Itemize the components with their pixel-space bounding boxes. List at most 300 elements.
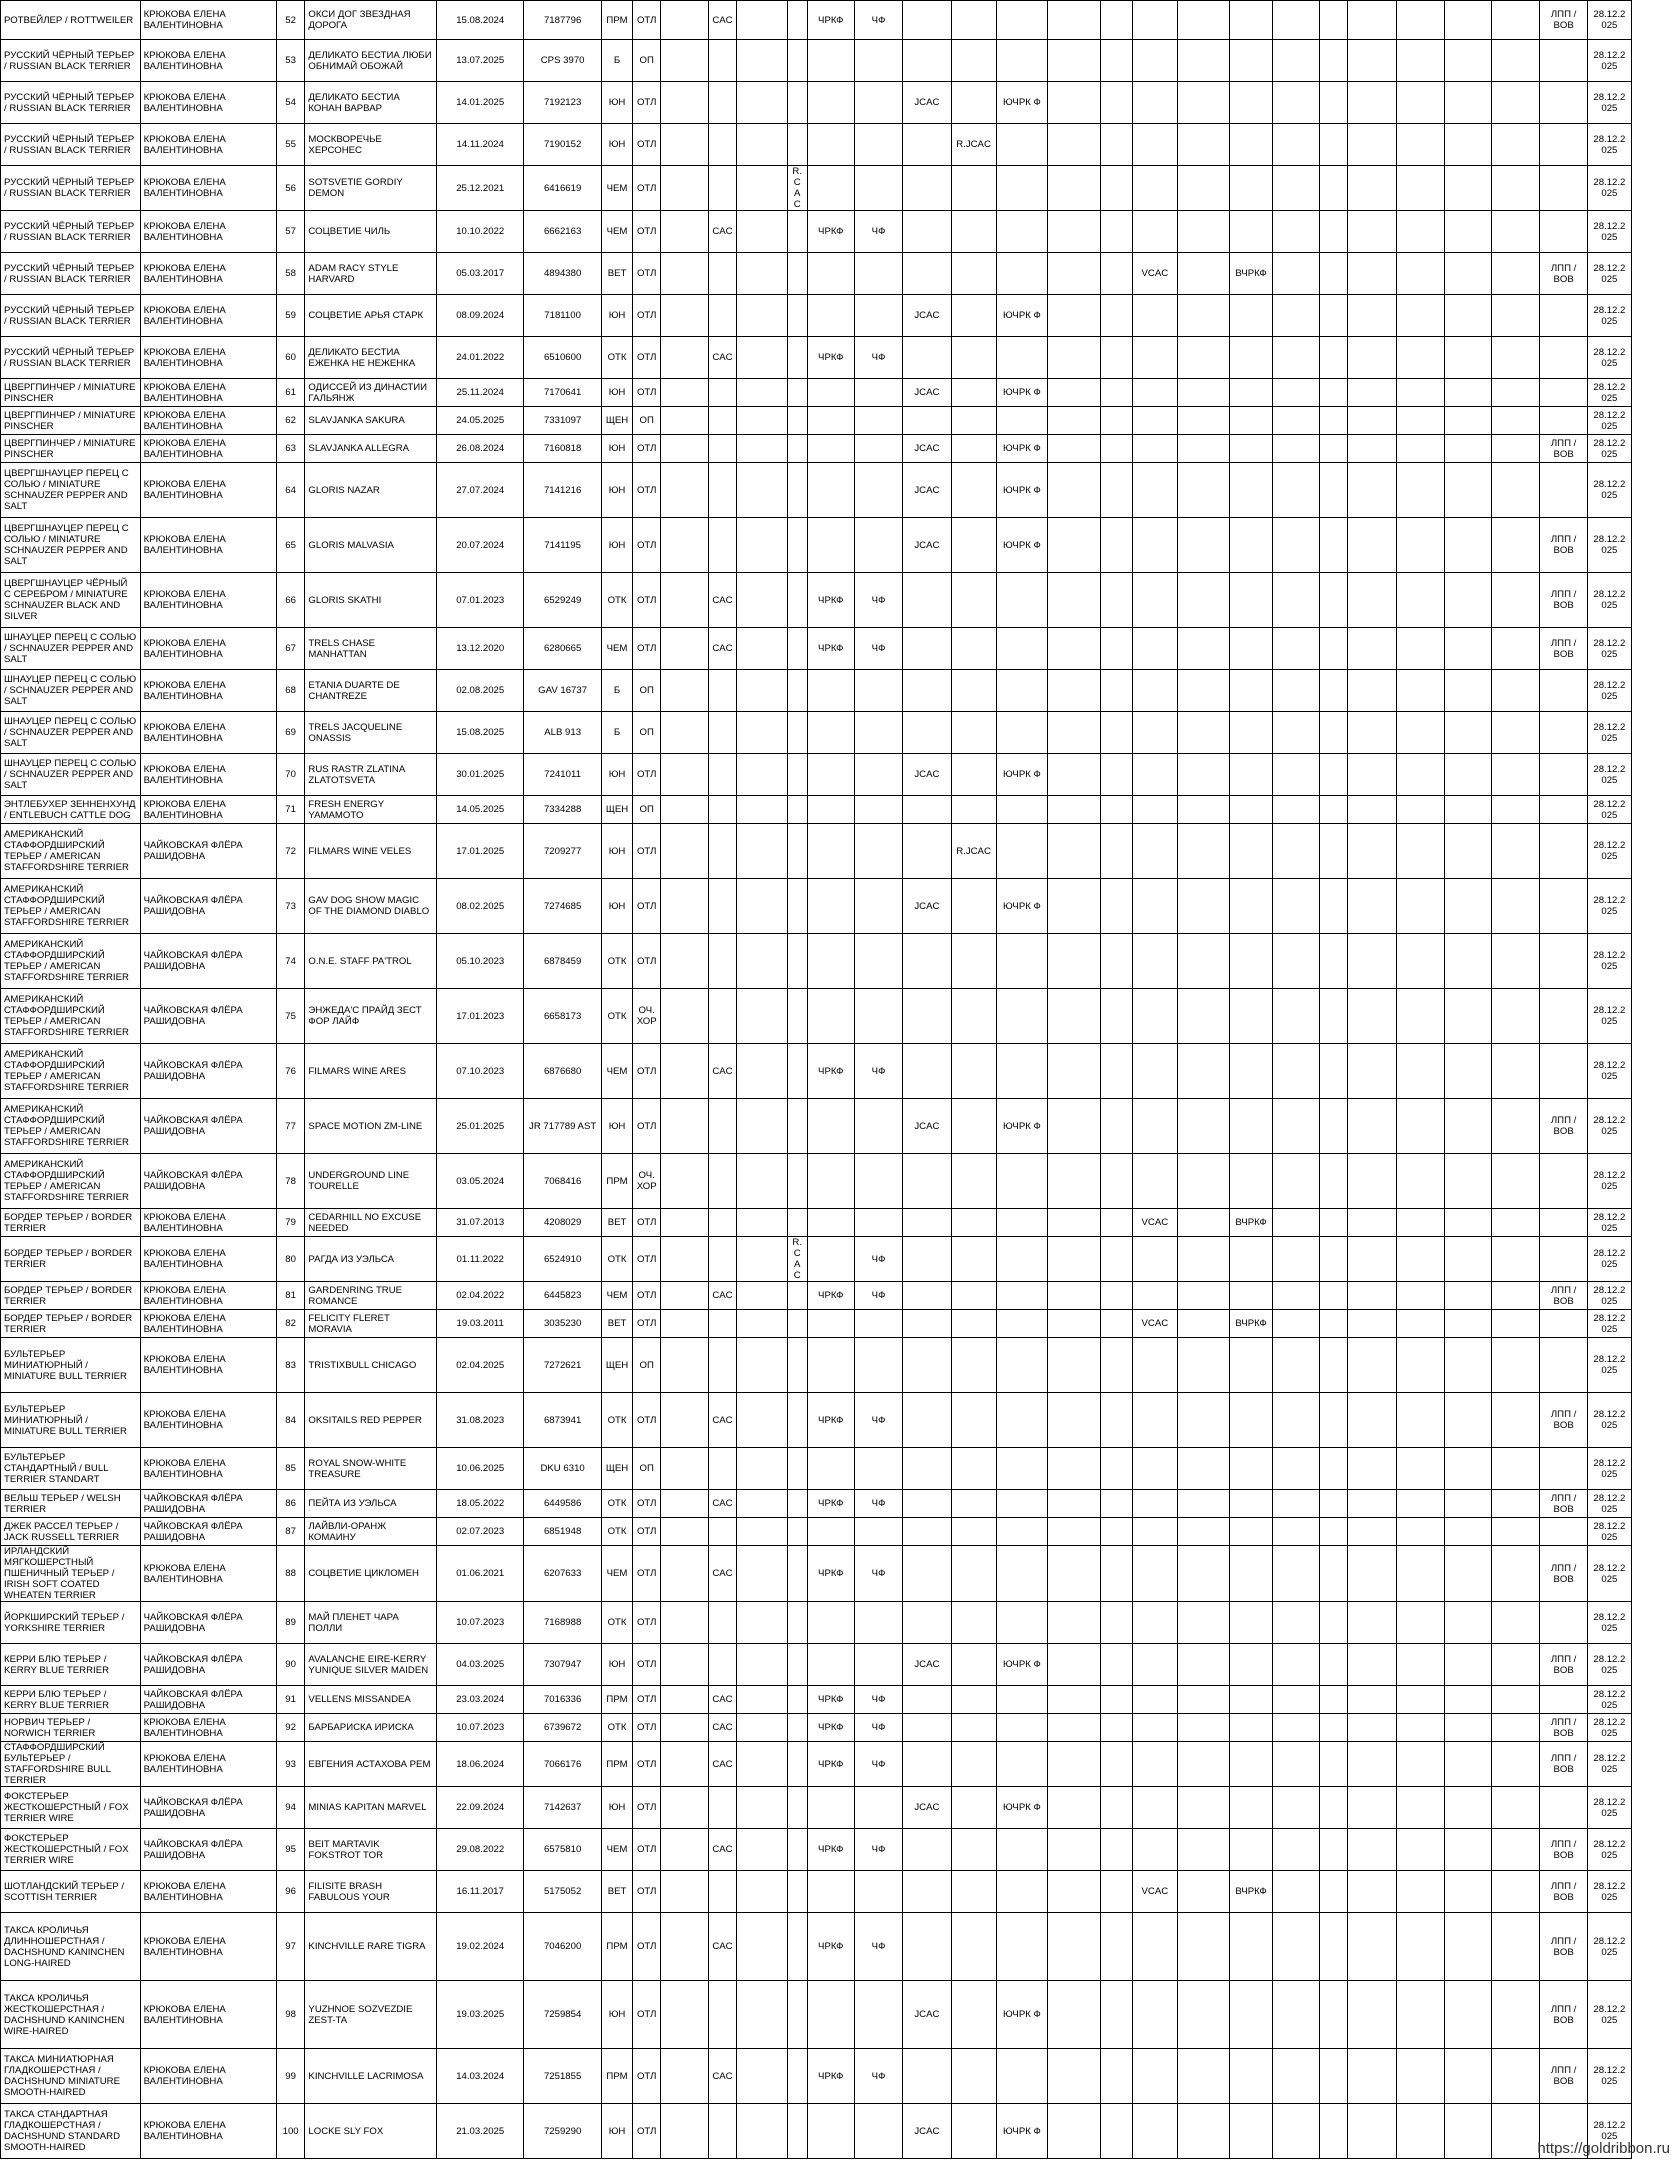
cell-t6: [951, 989, 996, 1044]
cell-empty: [1492, 879, 1540, 934]
cell-t2: [787, 1742, 807, 1787]
cell-t4: [854, 1602, 902, 1644]
cell-empty: [1177, 253, 1229, 295]
cell-num: 60: [276, 337, 305, 379]
cell-empty: [1273, 754, 1319, 796]
cell-empty: [1444, 879, 1491, 934]
cell-reg: 6876680: [524, 1044, 602, 1099]
cell-t4: [854, 1981, 902, 2049]
cell-num: 77: [276, 1099, 305, 1154]
cell-empty: [1100, 253, 1132, 295]
cell-t8: [1132, 1714, 1177, 1742]
cell-num: 71: [276, 796, 305, 824]
cell-empty: [1048, 1913, 1101, 1981]
cell-reg: 4894380: [524, 253, 602, 295]
cell-owner: КРЮКОВА ЕЛЕНА ВАЛЕНТИНОВНА: [140, 211, 276, 253]
cell-empty: [1177, 337, 1229, 379]
cell-empty: [1444, 1714, 1491, 1742]
cell-breed: ШНАУЦЕР ПЕРЕЦ С СОЛЬЮ / SCHNAUZER PEPPER AND SALT: [1, 628, 141, 670]
cell-t1: [708, 879, 737, 934]
cell-date: 28.12.2025: [1587, 124, 1631, 166]
cell-t4: ЧФ: [854, 1913, 902, 1981]
cell-empty: [1492, 1393, 1540, 1448]
cell-name: FRESH ENERGY YAMAMOTO: [305, 796, 437, 824]
cell-t4: ЧФ: [854, 1, 902, 40]
cell-empty: [737, 1448, 788, 1490]
cell-reg: 7259854: [524, 1981, 602, 2049]
cell-grade: ОТЛ: [632, 754, 661, 796]
table-row: [1, 1282, 1632, 1310]
cell-t3: [807, 1448, 854, 1490]
cell-t5: JCAC: [903, 1787, 951, 1829]
cell-bob: [1540, 1209, 1587, 1237]
cell-t3: [807, 518, 854, 573]
cell-empty: [1100, 1913, 1132, 1981]
cell-owner: КРЮКОВА ЕЛЕНА ВАЛЕНТИНОВНА: [140, 1338, 276, 1393]
cell-t2: [787, 754, 807, 796]
cell-cls: ВЕТ: [602, 1871, 633, 1913]
cell-t3: ЧРКФ: [807, 1044, 854, 1099]
cell-dob: 01.11.2022: [437, 1237, 524, 1282]
cell-breed: ШОТЛАНДСКИЙ ТЕРЬЕР / SCOTTISH TERRIER: [1, 1871, 141, 1913]
cell-t1: CAC: [708, 1686, 737, 1714]
cell-t7: [996, 1871, 1048, 1913]
cell-empty: [1273, 1787, 1319, 1829]
cell-empty: [1048, 435, 1101, 463]
cell-t1: [708, 82, 737, 124]
cell-t7: [996, 1, 1048, 40]
cell-dob: 16.11.2017: [437, 1871, 524, 1913]
cell-t2: R.CAC: [787, 166, 807, 211]
cell-t6: [951, 2104, 996, 2159]
cell-empty: [1048, 824, 1101, 879]
cell-empty: [1492, 253, 1540, 295]
cell-t9: [1229, 337, 1273, 379]
cell-t6: [951, 518, 996, 573]
cell-t1: CAC: [708, 1044, 737, 1099]
cell-breed: ЦВЕРГШНАУЦЕР ЧЁРНЫЙ С СЕРЕБРОМ / MINIATURE SCHNAUZER BLACK AND SILVER: [1, 573, 141, 628]
cell-name: UNDERGROUND LINE TOURELLE: [305, 1154, 437, 1209]
cell-t2: [787, 82, 807, 124]
cell-t8: [1132, 1602, 1177, 1644]
cell-name: GLORIS MALVASIA: [305, 518, 437, 573]
cell-t7: [996, 1310, 1048, 1338]
cell-t5: [903, 1448, 951, 1490]
cell-t4: ЧФ: [854, 1546, 902, 1602]
cell-reg: 7251855: [524, 2049, 602, 2104]
cell-empty: [1100, 1871, 1132, 1913]
cell-date: 28.12.2025: [1587, 628, 1631, 670]
cell-t2: [787, 1490, 807, 1518]
cell-t7: ЮЧРК Ф: [996, 1981, 1048, 2049]
cell-empty: [737, 1602, 788, 1644]
cell-grade: ОТЛ: [632, 2104, 661, 2159]
cell-empty: [1273, 1518, 1319, 1546]
cell-owner: КРЮКОВА ЕЛЕНА ВАЛЕНТИНОВНА: [140, 166, 276, 211]
cell-empty: [1177, 989, 1229, 1044]
cell-t2: [787, 824, 807, 879]
cell-name: ПЕЙТА ИЗ УЭЛЬСА: [305, 1490, 437, 1518]
cell-t9: [1229, 2049, 1273, 2104]
cell-empty: [1273, 670, 1319, 712]
cell-t8: [1132, 628, 1177, 670]
cell-empty: [1273, 40, 1319, 82]
cell-t6: [951, 166, 996, 211]
cell-t7: [996, 1154, 1048, 1209]
cell-empty: [1273, 1393, 1319, 1448]
cell-grade: ОТЛ: [632, 1742, 661, 1787]
cell-bob: [1540, 796, 1587, 824]
cell-reg: 7334288: [524, 796, 602, 824]
cell-empty: [661, 211, 708, 253]
cell-t7: [996, 407, 1048, 435]
cell-empty: [661, 754, 708, 796]
cell-reg: 7209277: [524, 824, 602, 879]
cell-t2: [787, 337, 807, 379]
cell-empty: [1492, 1282, 1540, 1310]
cell-empty: [1273, 1714, 1319, 1742]
cell-empty: [1492, 211, 1540, 253]
cell-empty: [1396, 670, 1444, 712]
cell-reg: 7141195: [524, 518, 602, 573]
cell-owner: ЧАЙКОВСКАЯ ФЛЁРА РАШИДОВНА: [140, 1154, 276, 1209]
cell-num: 67: [276, 628, 305, 670]
cell-empty: [1492, 1602, 1540, 1644]
cell-empty: [1273, 518, 1319, 573]
cell-owner: КРЮКОВА ЕЛЕНА ВАЛЕНТИНОВНА: [140, 40, 276, 82]
cell-t6: [951, 1338, 996, 1393]
cell-grade: ОП: [632, 40, 661, 82]
cell-t4: [854, 989, 902, 1044]
cell-breed: ШНАУЦЕР ПЕРЕЦ С СОЛЬЮ / SCHNAUZER PEPPER AND SALT: [1, 754, 141, 796]
cell-empty: [1048, 1871, 1101, 1913]
cell-empty: [1492, 1490, 1540, 1518]
cell-empty: [1319, 628, 1348, 670]
cell-owner: ЧАЙКОВСКАЯ ФЛЁРА РАШИДОВНА: [140, 879, 276, 934]
cell-breed: ШНАУЦЕР ПЕРЕЦ С СОЛЬЮ / SCHNAUZER PEPPER AND SALT: [1, 670, 141, 712]
cell-empty: [1396, 2104, 1444, 2159]
cell-t2: [787, 1209, 807, 1237]
cell-t6: R.JCAC: [951, 124, 996, 166]
cell-empty: [1396, 1393, 1444, 1448]
cell-cls: ОТК: [602, 1714, 633, 1742]
cell-empty: [661, 337, 708, 379]
cell-date: 28.12.2025: [1587, 1448, 1631, 1490]
cell-empty: [1492, 1714, 1540, 1742]
cell-grade: ОП: [632, 796, 661, 824]
table-row: [1, 1546, 1632, 1602]
cell-empty: [1273, 1209, 1319, 1237]
cell-bob: [1540, 754, 1587, 796]
cell-date: 28.12.2025: [1587, 1644, 1631, 1686]
cell-num: 68: [276, 670, 305, 712]
cell-empty: [1048, 1602, 1101, 1644]
cell-empty: [1396, 124, 1444, 166]
cell-owner: КРЮКОВА ЕЛЕНА ВАЛЕНТИНОВНА: [140, 124, 276, 166]
cell-t3: [807, 1237, 854, 1282]
cell-empty: [661, 1282, 708, 1310]
cell-empty: [1048, 463, 1101, 518]
cell-empty: [1177, 573, 1229, 628]
cell-empty: [1273, 124, 1319, 166]
cell-empty: [661, 435, 708, 463]
cell-t3: [807, 1644, 854, 1686]
cell-t1: [708, 1602, 737, 1644]
cell-reg: CPS 3970: [524, 40, 602, 82]
cell-empty: [1396, 1742, 1444, 1787]
cell-t8: [1132, 2049, 1177, 2104]
cell-empty: [1444, 1, 1491, 40]
cell-t1: CAC: [708, 1282, 737, 1310]
cell-empty: [1048, 1829, 1101, 1871]
cell-t6: [951, 379, 996, 407]
table-row: [1, 82, 1632, 124]
cell-t6: [951, 463, 996, 518]
cell-t4: [854, 82, 902, 124]
cell-empty: [1177, 628, 1229, 670]
cell-t7: [996, 1742, 1048, 1787]
cell-empty: [737, 754, 788, 796]
cell-empty: [1273, 1686, 1319, 1714]
cell-empty: [737, 1154, 788, 1209]
cell-reg: 6510600: [524, 337, 602, 379]
cell-t3: [807, 1518, 854, 1546]
cell-empty: [1100, 754, 1132, 796]
cell-grade: ОТЛ: [632, 1490, 661, 1518]
cell-empty: [1396, 407, 1444, 435]
cell-dob: 02.07.2023: [437, 1518, 524, 1546]
cell-empty: [1100, 295, 1132, 337]
cell-reg: 6662163: [524, 211, 602, 253]
cell-grade: ОП: [632, 712, 661, 754]
cell-empty: [1048, 82, 1101, 124]
cell-date: 28.12.2025: [1587, 211, 1631, 253]
cell-empty: [661, 1829, 708, 1871]
cell-num: 74: [276, 934, 305, 989]
cell-reg: 6416619: [524, 166, 602, 211]
cell-t4: ЧФ: [854, 1490, 902, 1518]
cell-name: FILMARS WINE ARES: [305, 1044, 437, 1099]
table-row: [1, 1490, 1632, 1518]
cell-t7: [996, 573, 1048, 628]
cell-t5: JCAC: [903, 295, 951, 337]
cell-empty: [1048, 379, 1101, 407]
cell-empty: [1319, 82, 1348, 124]
cell-empty: [1100, 1546, 1132, 1602]
cell-bob: ЛПП / BOB: [1540, 628, 1587, 670]
cell-empty: [1048, 1714, 1101, 1742]
cell-t1: [708, 824, 737, 879]
cell-empty: [1048, 518, 1101, 573]
cell-t1: [708, 1209, 737, 1237]
cell-empty: [1396, 1787, 1444, 1829]
cell-t4: ЧФ: [854, 337, 902, 379]
cell-empty: [1396, 712, 1444, 754]
cell-t5: [903, 1310, 951, 1338]
cell-owner: КРЮКОВА ЕЛЕНА ВАЛЕНТИНОВНА: [140, 1871, 276, 1913]
cell-grade: ОТЛ: [632, 1044, 661, 1099]
cell-owner: ЧАЙКОВСКАЯ ФЛЁРА РАШИДОВНА: [140, 1686, 276, 1714]
cell-cls: ЮН: [602, 824, 633, 879]
cell-empty: [1348, 989, 1396, 1044]
cell-t7: ЮЧРК Ф: [996, 1787, 1048, 1829]
cell-empty: [1444, 1871, 1491, 1913]
cell-empty: [1100, 1099, 1132, 1154]
cell-cls: ОТК: [602, 337, 633, 379]
cell-t8: [1132, 463, 1177, 518]
cell-t1: [708, 1310, 737, 1338]
cell-date: 28.12.2025: [1587, 796, 1631, 824]
cell-empty: [1048, 934, 1101, 989]
cell-t7: [996, 934, 1048, 989]
cell-name: SOTSVETIE GORDIY DEMON: [305, 166, 437, 211]
cell-reg: 6449586: [524, 1490, 602, 1518]
cell-empty: [1319, 211, 1348, 253]
cell-t5: JCAC: [903, 435, 951, 463]
cell-t4: [854, 1448, 902, 1490]
cell-empty: [1177, 1393, 1229, 1448]
cell-cls: ПРМ: [602, 1686, 633, 1714]
cell-date: 28.12.2025: [1587, 1044, 1631, 1099]
cell-date: 28.12.2025: [1587, 407, 1631, 435]
cell-num: 63: [276, 435, 305, 463]
cell-empty: [1100, 934, 1132, 989]
cell-t8: [1132, 1044, 1177, 1099]
cell-t4: ЧФ: [854, 1742, 902, 1787]
cell-cls: ЧЕМ: [602, 628, 633, 670]
cell-grade: ОТЛ: [632, 1393, 661, 1448]
table-row: [1, 124, 1632, 166]
cell-name: СОЦВЕТИЕ ЦИКЛОМЕН: [305, 1546, 437, 1602]
cell-name: BEIT MARTAVIK FOKSTROT TOR: [305, 1829, 437, 1871]
cell-empty: [1177, 1099, 1229, 1154]
cell-empty: [661, 1338, 708, 1393]
cell-t4: [854, 670, 902, 712]
cell-reg: 6878459: [524, 934, 602, 989]
cell-cls: Б: [602, 40, 633, 82]
cell-empty: [1348, 2104, 1396, 2159]
cell-empty: [1396, 1644, 1444, 1686]
cell-t8: [1132, 40, 1177, 82]
cell-t5: [903, 2049, 951, 2104]
cell-bob: ЛПП / BOB: [1540, 1393, 1587, 1448]
cell-owner: КРЮКОВА ЕЛЕНА ВАЛЕНТИНОВНА: [140, 1742, 276, 1787]
cell-t9: [1229, 1154, 1273, 1209]
cell-t9: [1229, 1393, 1273, 1448]
cell-t6: [951, 670, 996, 712]
cell-empty: [737, 1310, 788, 1338]
cell-t2: [787, 628, 807, 670]
cell-date: 28.12.2025: [1587, 1310, 1631, 1338]
cell-cls: ЩЕН: [602, 407, 633, 435]
cell-name: FILISITE BRASH FABULOUS YOUR: [305, 1871, 437, 1913]
cell-empty: [1100, 1282, 1132, 1310]
cell-empty: [1100, 1644, 1132, 1686]
cell-empty: [737, 1490, 788, 1518]
cell-empty: [1319, 1338, 1348, 1393]
cell-t2: [787, 1829, 807, 1871]
cell-empty: [1273, 1546, 1319, 1602]
cell-t9: [1229, 295, 1273, 337]
cell-t8: [1132, 989, 1177, 1044]
cell-owner: КРЮКОВА ЕЛЕНА ВАЛЕНТИНОВНА: [140, 670, 276, 712]
cell-t3: [807, 670, 854, 712]
cell-owner: КРЮКОВА ЕЛЕНА ВАЛЕНТИНОВНА: [140, 82, 276, 124]
cell-empty: [1396, 337, 1444, 379]
cell-bob: [1540, 82, 1587, 124]
cell-cls: ЩЕН: [602, 1338, 633, 1393]
cell-t4: [854, 518, 902, 573]
cell-empty: [1048, 712, 1101, 754]
cell-cls: ОТК: [602, 573, 633, 628]
cell-breed: АМЕРИКАНСКИЙ СТАФФОРДШИРСКИЙ ТЕРЬЕР / AMERICAN STAFFORDSHIRE TERRIER: [1, 824, 141, 879]
cell-owner: КРЮКОВА ЕЛЕНА ВАЛЕНТИНОВНА: [140, 253, 276, 295]
cell-empty: [1444, 1448, 1491, 1490]
cell-reg: 7066176: [524, 1742, 602, 1787]
cell-t8: [1132, 1448, 1177, 1490]
cell-empty: [1396, 824, 1444, 879]
cell-t1: CAC: [708, 1, 737, 40]
cell-empty: [1492, 1099, 1540, 1154]
cell-num: 70: [276, 754, 305, 796]
cell-num: 61: [276, 379, 305, 407]
cell-empty: [1048, 1448, 1101, 1490]
cell-t7: [996, 337, 1048, 379]
cell-reg: 7142637: [524, 1787, 602, 1829]
cell-t2: [787, 2049, 807, 2104]
cell-num: 73: [276, 879, 305, 934]
cell-owner: ЧАЙКОВСКАЯ ФЛЁРА РАШИДОВНА: [140, 934, 276, 989]
cell-empty: [1444, 1787, 1491, 1829]
cell-empty: [1492, 934, 1540, 989]
cell-empty: [661, 1154, 708, 1209]
cell-empty: [737, 1, 788, 40]
cell-empty: [661, 1602, 708, 1644]
cell-bob: ЛПП / BOB: [1540, 2049, 1587, 2104]
cell-breed: АМЕРИКАНСКИЙ СТАФФОРДШИРСКИЙ ТЕРЬЕР / AMERICAN STAFFORDSHIRE TERRIER: [1, 934, 141, 989]
cell-t9: [1229, 989, 1273, 1044]
cell-t4: ЧФ: [854, 1044, 902, 1099]
cell-date: 28.12.2025: [1587, 1602, 1631, 1644]
cell-empty: [737, 712, 788, 754]
cell-empty: [1492, 1044, 1540, 1099]
cell-cls: ОТК: [602, 934, 633, 989]
cell-empty: [1177, 1644, 1229, 1686]
cell-t7: [996, 1714, 1048, 1742]
cell-t8: [1132, 211, 1177, 253]
cell-empty: [661, 712, 708, 754]
cell-owner: КРЮКОВА ЕЛЕНА ВАЛЕНТИНОВНА: [140, 712, 276, 754]
cell-t2: [787, 124, 807, 166]
cell-empty: [1177, 1282, 1229, 1310]
cell-empty: [1319, 1282, 1348, 1310]
cell-t7: ЮЧРК Ф: [996, 463, 1048, 518]
cell-breed: РУССКИЙ ЧЁРНЫЙ ТЕРЬЕР / RUSSIAN BLACK TERRIER: [1, 211, 141, 253]
cell-empty: [1100, 40, 1132, 82]
cell-grade: ОТЛ: [632, 2049, 661, 2104]
cell-name: SPACE MOTION ZM-LINE: [305, 1099, 437, 1154]
cell-t8: [1132, 796, 1177, 824]
cell-t6: [951, 82, 996, 124]
cell-empty: [1319, 379, 1348, 407]
cell-empty: [1492, 573, 1540, 628]
cell-empty: [1177, 407, 1229, 435]
cell-t5: JCAC: [903, 379, 951, 407]
cell-t1: [708, 2104, 737, 2159]
cell-breed: БУЛЬТЕРЬЕР МИНИАТЮРНЫЙ / MINIATURE BULL TERRIER: [1, 1338, 141, 1393]
cell-num: 58: [276, 253, 305, 295]
cell-date: 28.12.2025: [1587, 2104, 1631, 2159]
